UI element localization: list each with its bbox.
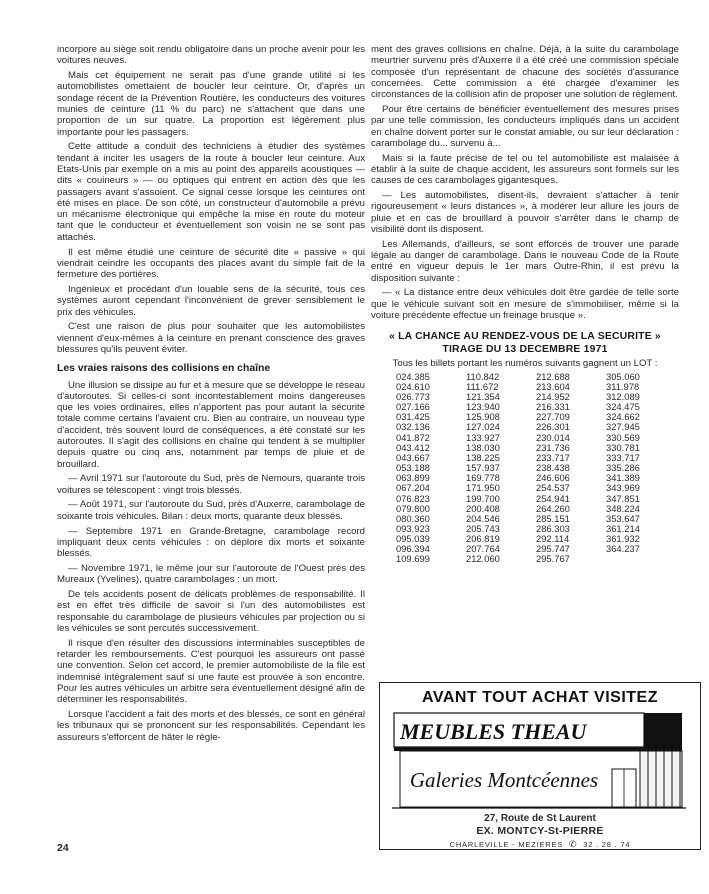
lottery-number: 096.394	[396, 543, 430, 555]
lottery-number: 212.688	[536, 370, 570, 382]
ad-phone: 32 . 28 . 74	[583, 840, 631, 849]
left-column	[57, 44, 365, 746]
lottery-number: 199.700	[466, 492, 500, 504]
lottery-number: 226.301	[536, 421, 570, 433]
paragraph: — Septembre 1971 en Grande-Bretagne, carambolage record impliquant deux cents véhicules : on déplore dix morts et soixante blessés.	[57, 525, 365, 560]
lottery-column	[466, 372, 536, 565]
lottery-number: 335.286	[606, 462, 640, 474]
paragraph: — Novembre 1971, le même jour sur l'autoroute de l'Ouest près des Mureaux (Yvelines), quatre carambolages : un mort.	[57, 562, 365, 586]
lottery-number: 343.969	[606, 482, 640, 494]
right-column	[371, 44, 679, 565]
lottery-number: 125.908	[466, 411, 500, 423]
ad-headline: AVANT TOUT ACHAT VISITEZ	[422, 689, 658, 706]
paragraph: Lorsque l'accident a fait des morts et des blessés, ce sont en général les tribunaux qui se prononcent sur les responsabilités. Cependant les assureurs s'efforcent de hâter le règle-	[57, 709, 365, 743]
paragraph: incorpore au siège soit rendu obligatoire dans un proche avenir pour les voitures neuves.	[57, 44, 365, 67]
lottery-number: 080.360	[396, 512, 430, 524]
lottery-number: 063.899	[396, 472, 430, 484]
ad-address-street: 27, Route de St Laurent	[484, 813, 596, 824]
lottery-intro: Tous les billets portant les numéros suivants gagnent un LOT :	[392, 358, 658, 370]
lottery-number: 093.923	[396, 522, 430, 534]
paragraph: Ingénieux et procédant d'un louable sens de la sécurité, tous ces systèmes auront cependant l'inconvénient de grever sensiblement le prix des véhicules.	[57, 283, 365, 318]
lottery-number: 295.767	[536, 553, 570, 565]
lottery-number: 024.385	[396, 370, 430, 382]
paragraph: ment des graves collisions en chaîne. Déjà, à la suite du carambolage meurtrier survenu près d'Auxerre il a été créé une commission spéciale composée d'un représentant de chacune des sociétés d'assurance concernées. Cette commission a été chargée d'examiner les circonstances de la collision afin de proposer une solution de règlement.	[371, 44, 679, 101]
paragraph: Une illusion se dissipe au fur et à mesure que se développe le réseau d'autoroutes. Si celles-ci sont incontestablement moins dangereuses que les voies ordinaires, elles n'apportent pas pour autant la sécurité totale comme certains l'avaient cru. Bien au contraire, un nouveau type d'accident, très souvent lourd de conséquences, a été constaté sur les autoroutes. Il s'agit des collisions en chaîne qui tendent à se multiplier depuis quatre ou cinq ans, notamment par temps de pluie et de brouillard.	[57, 379, 365, 470]
lottery-number: 027.166	[396, 401, 430, 413]
lottery-number: 079.800	[396, 502, 430, 514]
lottery-number: 254.537	[536, 482, 570, 494]
lottery-number: 327.945	[606, 421, 640, 433]
lottery-number: 133.927	[466, 431, 500, 443]
lottery-number: 032.136	[396, 421, 430, 433]
lottery-draw-date: TIRAGE DU 13 DECEMBRE 1971	[442, 343, 608, 355]
lottery-number: 361.214	[606, 522, 640, 534]
lottery-number: 348.224	[606, 502, 640, 514]
lottery-number: 364.237	[606, 543, 640, 555]
lottery-number: 361.932	[606, 533, 640, 545]
lottery-number: 043.667	[396, 451, 430, 463]
lottery-number: 295.747	[536, 543, 570, 555]
lottery-number: 111.672	[466, 380, 499, 392]
lottery-number: 138.225	[466, 451, 500, 463]
lottery-number: 216.331	[536, 401, 570, 413]
lottery-number: 031.425	[396, 411, 430, 423]
paragraph: De tels accidents posent de délicats problèmes de responsabilité. Il est en effet très difficile de savoir si l'un des automobilistes est responsable du carambolage de plusieurs véhicules par projection ou si les véhicules se sont percutés successivement.	[57, 589, 365, 634]
paragraph: Pour être certains de bénéficier éventuellement des mesures prises par une telle commission, les conducteurs impliqués dans un accident en chaîne doivent porter sur le constat amiable, ou sur leur déclaration : carambolage du... survenu à...	[371, 103, 679, 149]
lottery-number: 067.204	[396, 482, 430, 494]
lottery-number: 330.569	[606, 431, 640, 443]
lottery-number: 123.940	[466, 401, 500, 413]
page-number: 24	[57, 842, 69, 854]
lottery-number: 333.717	[606, 451, 640, 463]
telephone-icon: ✆	[568, 839, 578, 849]
lottery-number: 292.114	[536, 533, 570, 545]
lottery-number: 200.408	[466, 502, 500, 514]
furniture-advertisement	[379, 682, 701, 850]
ad-sign: Galeries Montcéennes	[409, 768, 599, 792]
lottery-title: « LA CHANCE AU RENDEZ-VOUS DE LA SECURITE »	[389, 331, 661, 343]
paragraph: C'est une raison de plus pour souhaiter que les automobilistes viennent d'eux-mêmes à la ceinture en prenant conscience des graves blessures qu'ils peuvent éviter.	[57, 321, 365, 355]
lottery-number: 207.764	[466, 543, 500, 555]
lottery-number: 053.188	[396, 462, 430, 474]
section-heading: Les vraies raisons des collisions en chaîne	[57, 363, 271, 375]
lottery-number: 305.060	[606, 370, 640, 382]
lottery-number: 353.647	[606, 512, 640, 524]
lottery-number: 213.604	[536, 380, 570, 392]
lottery-number-grid	[371, 372, 679, 565]
lottery-number: 230.014	[536, 431, 570, 443]
lottery-column	[396, 372, 466, 565]
ad-brand: MEUBLES THEAU	[400, 719, 587, 744]
lottery-number: 324.662	[606, 411, 640, 423]
lottery-number: 286.303	[536, 522, 570, 534]
lottery-number: 330.781	[606, 441, 640, 453]
lottery-number: 157.937	[466, 462, 500, 474]
lottery-number: 311.978	[606, 380, 640, 392]
paragraph: Mais si la faute précise de tel ou tel automobiliste est malaisée à établir à la suite de chaque accident, les assureurs sont formels sur les causes de ces carambolages gigantesques.	[371, 152, 679, 187]
paragraph: — Août 1971, sur l'autoroute du Sud, près d'Auxerre, carambolage de soixante trois véhicules. Bilan : deux morts, quarante deux blessés.	[57, 499, 365, 522]
paragraph: Il risque d'en résulter des discussions interminables susceptibles de retarder les remboursements. C'est pourquoi les assureurs ont passé une convention. Selon cet accord, le premier automobiliste de la file est indemnisé intégralement sauf si une faute est prouvée à son encontre. Pour les autres véhicules un arbitre sera éventuellement désigné afin de déterminer les responsabilités.	[57, 637, 365, 706]
lottery-number: 238.438	[536, 462, 570, 474]
paragraph: — « La distance entre deux véhicules doit être gardée de telle sorte que le véhicule suivant soit en mesure de s'immobiliser, même si la voiture précédente effectue un freinage brusque ».	[371, 287, 679, 322]
lottery-number: 026.773	[396, 390, 430, 402]
lottery-number: 233.717	[536, 451, 570, 463]
lottery-column	[536, 372, 606, 565]
lottery-number: 127.024	[466, 421, 500, 433]
ad-address-locality: EX. MONTCY-St-PIERRE	[476, 825, 604, 837]
lottery-number: 264.260	[536, 502, 570, 514]
lottery-number: 109.699	[396, 553, 430, 565]
lottery-number: 312.089	[606, 390, 640, 402]
lottery-number: 227.709	[536, 411, 570, 423]
lottery-number: 246.606	[536, 472, 570, 484]
lottery-number: 254.941	[536, 492, 570, 504]
ad-city: CHARLEVILLE - MEZIERES	[449, 840, 564, 849]
lottery-number: 041.872	[396, 431, 430, 443]
lottery-number: 204.546	[466, 512, 500, 524]
storefront-illustration	[386, 709, 692, 811]
lottery-number: 231.736	[536, 441, 570, 453]
lottery-number: 024.610	[396, 380, 430, 392]
lottery-number: 212.060	[466, 553, 500, 565]
paragraph: Cette attitude a conduit des techniciens à étudier des systèmes tendant à inciter les usagers de la route à boucler leur ceinture. Aux Etats-Unis par exemple on a mis au point des appareils acoustiques — dits « couineurs » — ou optiques qui entrent en action dès que les passagers avant s'assoient. Ce signal cesse lorsque les ceintures ont été mises en place. De son côté, un constructeur d'automobile a prévu un mécanisme électronique qui empêche la mise en route du moteur tant que le conducteur et éventuellement son voisin ne se sont pas attachés.	[57, 141, 365, 243]
paragraph: Les Allemands, d'ailleurs, se sont efforcés de trouver une parade légale au danger de carambolage. Dans le nouveau Code de la Route entré en vigueur depuis le 1er mars Outre-Rhin, il est prévu la disposition suivante :	[371, 238, 679, 284]
lottery-number: 076.823	[396, 492, 430, 504]
ad-contact-line	[386, 839, 694, 850]
lottery-number: 095.039	[396, 533, 430, 545]
paragraph: Il est même étudié une ceinture de sécurité dite « passive » qui viendrait ceindre les occupants des places avant du simple fait de la fermeture des portières.	[57, 246, 365, 281]
lottery-number: 138.030	[466, 441, 500, 453]
paragraph: — Les automobilistes, disent-ils, devraient s'attacher à tenir rigoureusement « leurs distances », à modérer leur allure les jours de pluie et en cas de brouillard à pouvoir s'arrêter dans le champ de visibilité dont ils disposent.	[371, 190, 679, 235]
lottery-number: 206.819	[466, 533, 500, 545]
lottery-number: 285.151	[536, 512, 570, 524]
lottery-number: 347.851	[606, 492, 640, 504]
lottery-number: 324.475	[606, 401, 640, 413]
lottery-column	[606, 372, 676, 565]
lottery-number: 169.778	[466, 472, 500, 484]
lottery-number: 043.412	[396, 441, 430, 453]
lottery-number: 205.743	[466, 522, 500, 534]
lottery-number: 214.952	[536, 390, 570, 402]
lottery-number: 171.950	[466, 482, 500, 494]
lottery-number: 341.389	[606, 472, 640, 484]
lottery-results	[371, 331, 679, 564]
lottery-number: 110.842	[466, 370, 500, 382]
lottery-number: 121.354	[466, 390, 500, 402]
paragraph: Mais cet équipement ne serait pas d'une grande utilité si les automobilistes omettaient de boucler leur ceinture. Or, d'après un sondage récent de la Prévention Routière, les conducteurs des voitures munies de ceinture (11 % du parc) ne s'attachent que dans une proportion de un sur quatre. La proportion est légèrement plus importante pour les passagers.	[57, 70, 365, 138]
paragraph: — Avril 1971 sur l'autoroute du Sud, près de Nemours, quarante trois voitures se télescopent : vingt trois blessés.	[57, 473, 365, 496]
